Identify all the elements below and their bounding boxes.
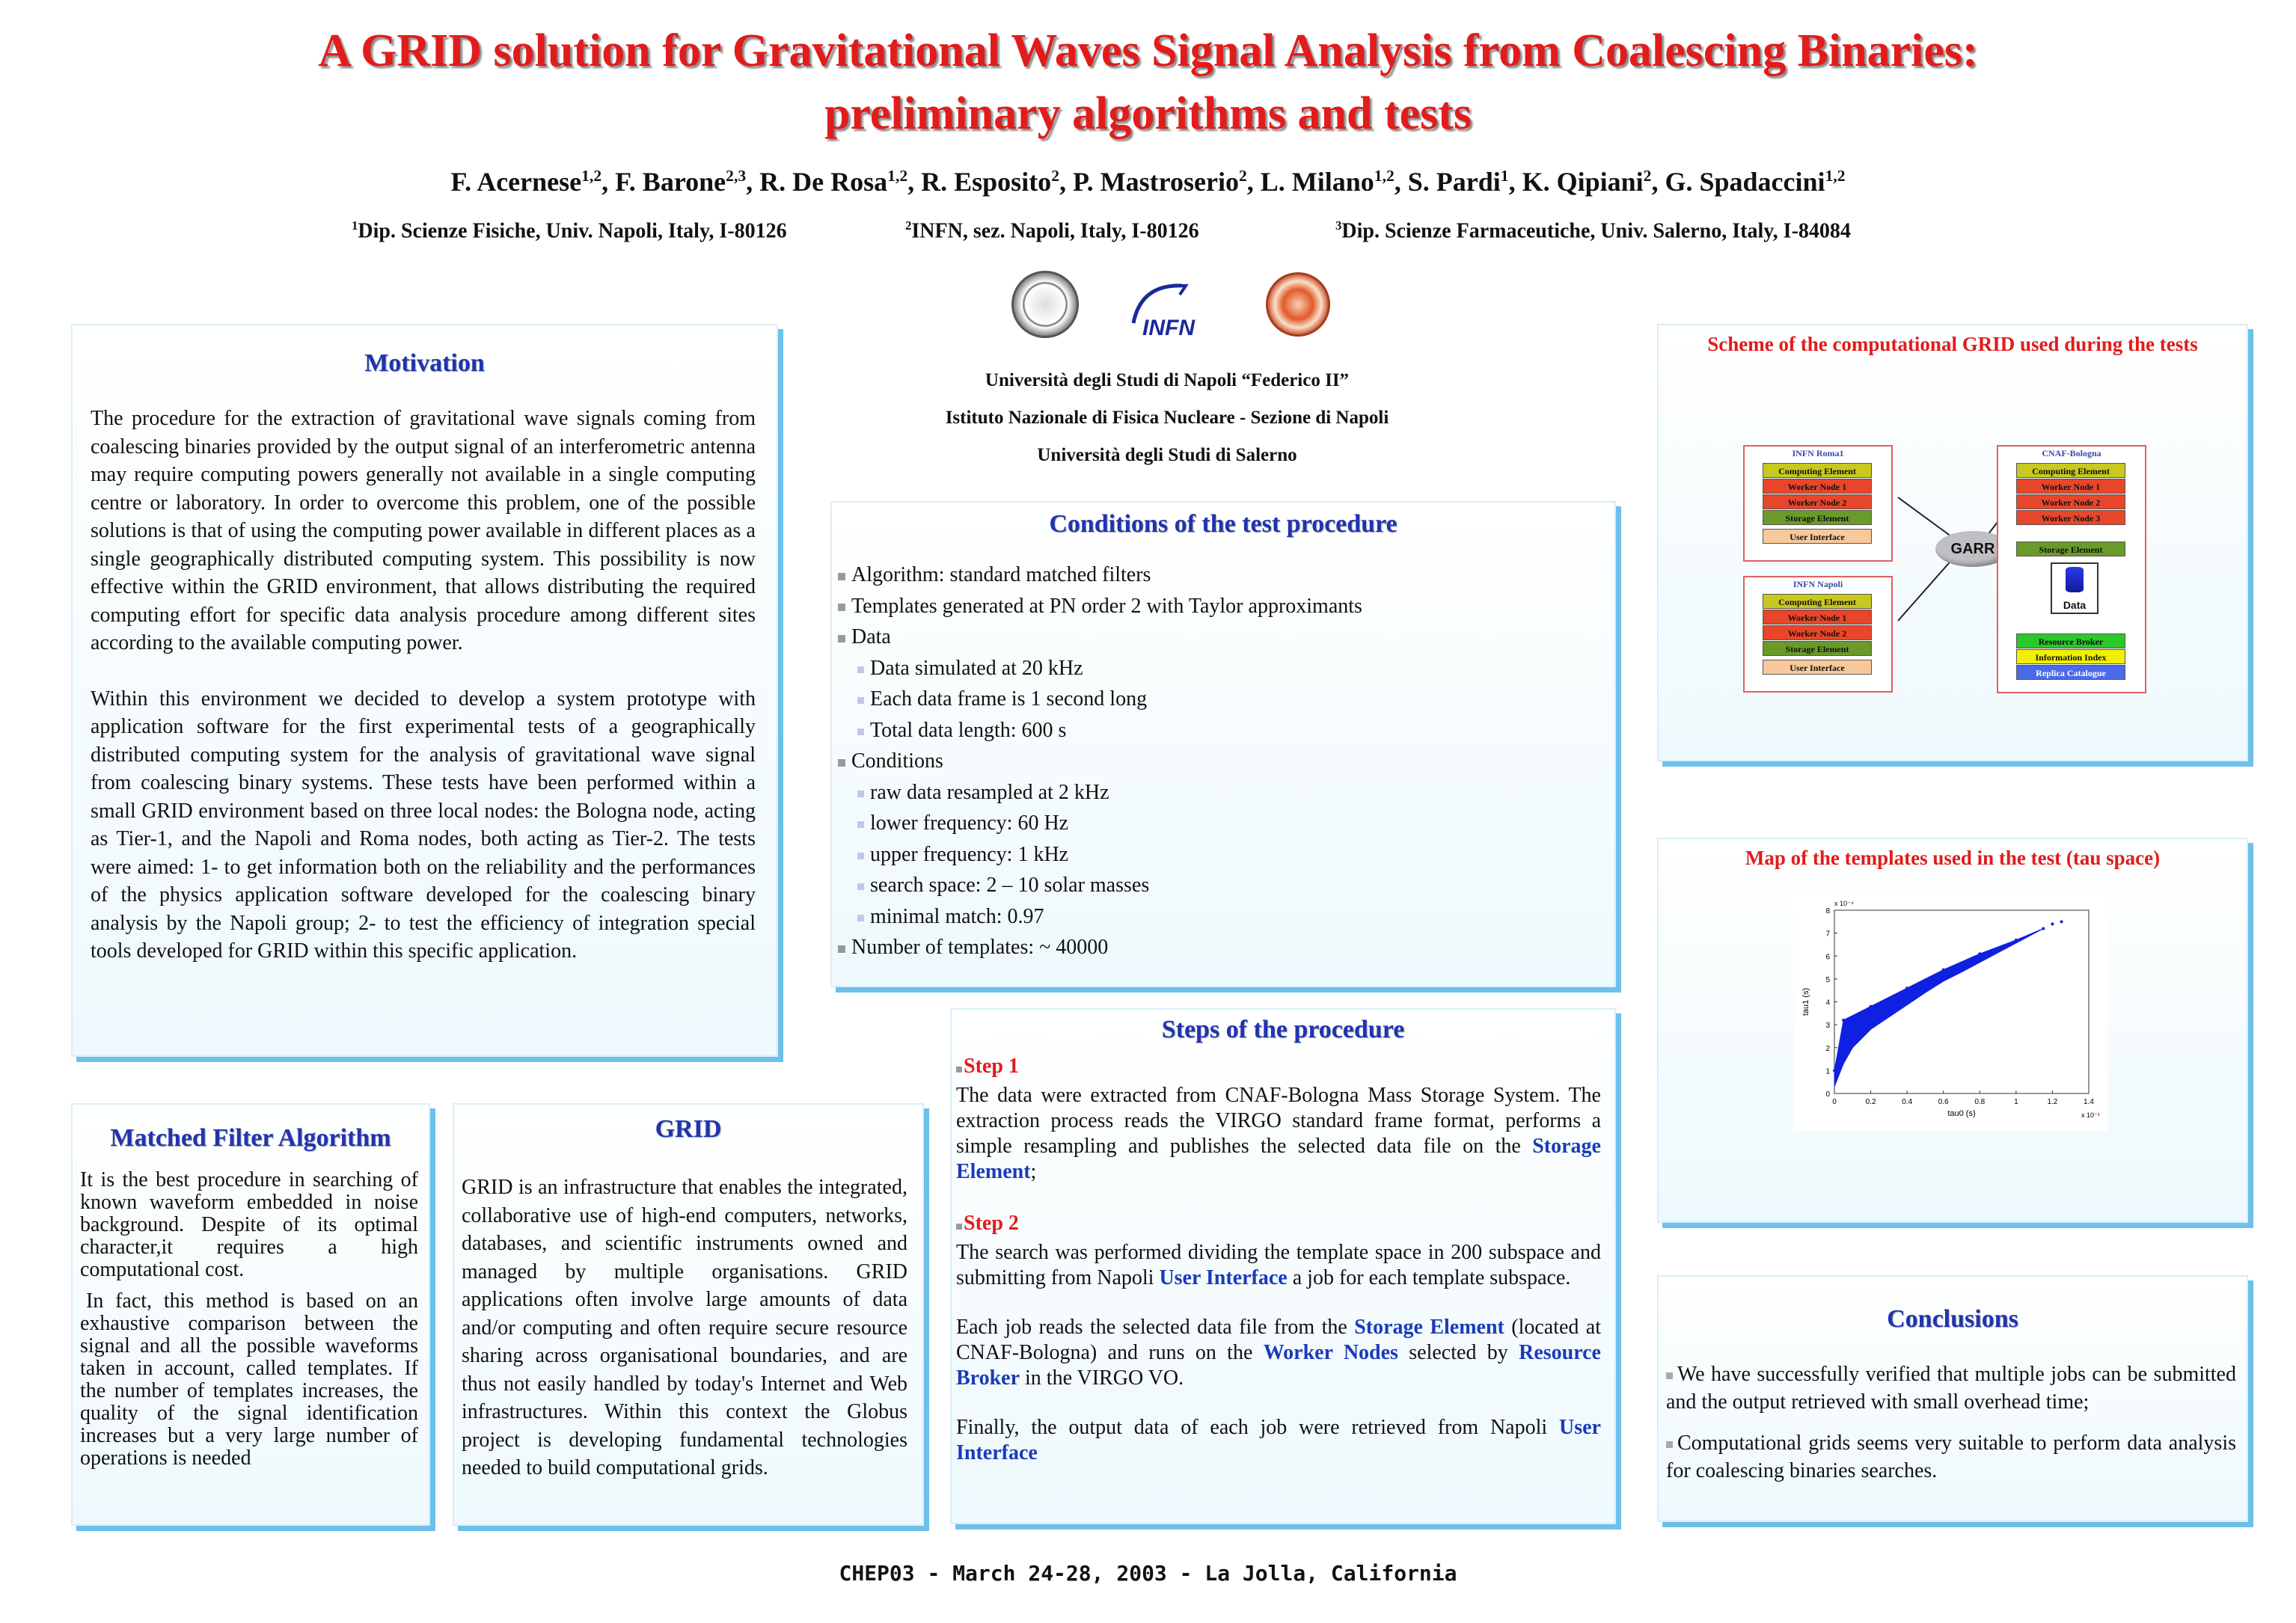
conclusions-title: Conclusions — [1887, 1305, 2018, 1333]
grid-node-cell: Computing Element — [1763, 594, 1872, 609]
bullet-icon — [857, 791, 864, 797]
motivation-paragraph-2: Within this environment we decided to develop a system prototype with application software for the first experimental tests of a geographically distributed computing system for the analysis of gravitational wave signal from coalescing binary systems. These tests have been performed within a small GRID environment based on three local nodes: the Bologna node, acting as Tier-1, and the Napoli and Roma nodes, both acting as Tier-2. The tests were aimed: 1- to get information both on the reliability and the performances of the physics application software developed for the coalescing binary analysis by the Napoli group; 2- to test the efficiency of integration special tools developed for GRID within this specific application. — [91, 687, 756, 963]
grid-node-cell: Worker Node 1 — [2016, 479, 2125, 494]
condition-text: Templates generated at PN order 2 with Taylor approximants — [851, 594, 1362, 618]
institution-salerno: Università degli Studi di Salerno — [1037, 445, 1297, 465]
y-tick-label: 7 — [1825, 930, 1830, 939]
condition-item — [838, 622, 1614, 653]
step-1-storage-element: Storage Element — [956, 1135, 1601, 1183]
institution-infn: Istituto Nazionale di Fisica Nucleare - Sezione di Napoli — [945, 408, 1389, 428]
matched-filter-paragraph-2: In fact, this method is based on an exhaustive comparison between the signal and all the possible waveforms taken in account, called templates. If the number of templates increases, the quality of the signal identification increases but a very large number of operations is needed — [80, 1289, 418, 1470]
garr-label: GARR — [1950, 541, 1995, 557]
bologna-node-box — [1997, 445, 2146, 693]
y-tick-label: 4 — [1825, 998, 1830, 1007]
step-2-user-interface: User Interface — [1159, 1266, 1288, 1289]
template-map-chart — [1793, 892, 2107, 1131]
salerno-university-seal-logo — [1266, 272, 1330, 337]
step-1-bullet-icon — [956, 1067, 962, 1073]
author-affiliation-sup: 2 — [1238, 167, 1247, 185]
step-2-text — [956, 1240, 1601, 1291]
grid-scheme-title: Scheme of the computational GRID used during the tests — [1707, 333, 2198, 355]
condition-text: Each data frame is 1 second long — [870, 687, 1148, 711]
bullet-icon — [857, 697, 864, 704]
condition-item — [838, 839, 1614, 871]
poster-title-line1: A GRID solution for Gravitational Waves Signal Analysis from Coalescing Binaries: — [318, 25, 1978, 76]
step-1-label: Step 1 — [964, 1055, 1019, 1078]
template-point — [2051, 922, 2054, 925]
condition-text: Data simulated at 20 kHz — [870, 656, 1083, 680]
author-name: R. De Rosa — [759, 167, 888, 197]
infn-logo — [1126, 277, 1208, 348]
data-label: Data — [2063, 599, 2087, 611]
grid-panel — [453, 1103, 924, 1526]
condition-item — [838, 932, 1614, 963]
condition-text: minimal match: 0.97 — [870, 904, 1044, 928]
condition-item — [838, 777, 1614, 809]
steps-panel — [950, 1008, 1616, 1524]
steps-p3-worker-nodes: Worker Nodes — [1263, 1341, 1398, 1364]
condition-item — [838, 870, 1614, 901]
x-tick-label: 0.8 — [1974, 1098, 1986, 1106]
y-tick-label: 2 — [1825, 1044, 1830, 1053]
conditions-list — [838, 559, 1614, 963]
affiliation-1 — [352, 218, 787, 243]
author-list: F. Acernese$^{1,2}$, F. Barone$^{2,3}$, R. De Rosa$^{1,2}$, R. Esposito$^2$, P. Mastroserio$^2$, L. Milano$^{1,2}$, S. Pardi$^1$, K. Qipiani$^2$, G. Spadaccini$^{1,2}$ — [450, 167, 1846, 197]
condition-text: lower frequency: 60 Hz — [870, 812, 1069, 835]
template-point — [1842, 1019, 1845, 1022]
condition-item — [838, 559, 1614, 591]
x-tick-label: 1.4 — [2084, 1098, 2094, 1106]
bullet-icon — [838, 635, 845, 642]
author-affiliation-sup: 1,2 — [1825, 167, 1846, 185]
step-2-heading — [956, 1212, 1614, 1236]
conclusion-1-bullet-icon — [1666, 1372, 1673, 1379]
grid-node-cell: Worker Node 1 — [1763, 610, 1872, 625]
bullet-icon — [857, 666, 864, 673]
motivation-paragraph-1: The procedure for the extraction of gravitational wave signals coming from coalescing binaries provided by the output signal of an interferometric antenna may require computing powers generally not available in a single computing centre or laboratory. In order to overcome this problem, one of the possible solutions is that of using the computing power available in different places as a single geographically distributed computing system. This possibility is now effective within the GRID environment, that allows distributing the required computing effort for specific data analysis procedure among different sites according to the available computing power. — [91, 407, 756, 654]
author-affiliation-sup: 2 — [1051, 167, 1059, 185]
conclusion-item-2 — [1666, 1429, 2236, 1485]
template-point — [1833, 1069, 1836, 1072]
steps-title: Steps of the procedure — [1161, 1016, 1405, 1043]
condition-text: Conditions — [851, 749, 943, 773]
x-tick-label: 0 — [1832, 1098, 1837, 1106]
grid-service-cell: Information Index — [2016, 649, 2125, 664]
steps-paragraph-4 — [956, 1415, 1601, 1466]
y-axis-label: tau1 (s) — [1801, 987, 1810, 1016]
author — [1073, 167, 1247, 197]
author-name: K. Qipiani — [1522, 167, 1644, 197]
steps-p3-resource-broker: Resource Broker — [956, 1341, 1601, 1390]
conclusion-item-1 — [1666, 1360, 2236, 1416]
matched-filter-panel — [71, 1103, 430, 1526]
grid-node-cell: Worker Node 2 — [2016, 494, 2125, 509]
bullet-icon — [857, 883, 864, 890]
steps-p3-c: selected by — [1398, 1341, 1519, 1364]
conclusion-2-text: Computational grids seems very suitable to perform data analysis for coalescing binaries searches. — [1666, 1432, 2236, 1482]
x-tick-label: 0.6 — [1938, 1098, 1949, 1106]
y-axis-exponent: x 10⁻⁴ — [1834, 900, 1854, 907]
steps-p3-d: in the VIRGO VO. — [1020, 1366, 1184, 1390]
motivation-title: Motivation — [364, 349, 485, 377]
infn-logo-text: INFN — [1142, 316, 1195, 340]
database-cylinder-icon — [2066, 567, 2084, 592]
condition-item — [838, 746, 1614, 777]
author-affiliation-sup: 1 — [1500, 167, 1509, 185]
roma-node-name: INFN Roma1 — [1792, 448, 1844, 458]
y-tick-label: 0 — [1825, 1090, 1830, 1099]
x-axis-label: tau0 (s) — [1947, 1109, 1976, 1118]
author-affiliation-sup: 1,2 — [887, 167, 908, 185]
condition-item — [838, 715, 1614, 746]
condition-text: search space: 2 – 10 solar masses — [870, 874, 1150, 897]
author — [451, 167, 602, 197]
affiliation-1-sup: 1 — [352, 218, 358, 233]
condition-text: raw data resampled at 2 kHz — [870, 780, 1109, 804]
author-name: G. Spadaccini — [1665, 167, 1825, 197]
step-2-label: Step 2 — [964, 1212, 1019, 1235]
conditions-panel — [830, 501, 1616, 987]
condition-text: upper frequency: 1 kHz — [870, 842, 1069, 866]
bullet-icon — [857, 853, 864, 859]
condition-item — [838, 591, 1614, 622]
template-point — [1978, 952, 1981, 955]
y-tick-label: 8 — [1825, 907, 1830, 915]
steps-p4-a: Finally, the output data of each job were retrieved from Napoli — [956, 1416, 1560, 1439]
bullet-icon — [857, 915, 864, 921]
y-tick-label: 5 — [1825, 975, 1830, 984]
template-point — [2042, 927, 2045, 930]
step-1-text — [956, 1083, 1601, 1185]
condition-text: Number of templates: ~ 40000 — [851, 936, 1109, 959]
bologna-storage-element: Storage Element — [2016, 541, 2125, 556]
infn-logo-graphic — [1126, 277, 1208, 348]
bullet-icon — [857, 728, 864, 735]
template-point — [2060, 920, 2063, 923]
author-affiliation-sup: 1,2 — [1374, 167, 1395, 185]
matched-filter-paragraph-1: It is the best procedure in searching of known waveform embedded in noise background. Despite of its optimal character,it requires a high computational cost. — [80, 1168, 418, 1281]
motivation-panel — [71, 324, 778, 1057]
conclusion-2-bullet-icon — [1666, 1441, 1673, 1448]
affiliation-2-text: INFN, sez. Napoli, Italy, I-80126 — [911, 219, 1199, 243]
grid-node-cell: Storage Element — [1763, 510, 1872, 525]
template-point — [2015, 939, 2018, 942]
condition-item — [838, 901, 1614, 933]
y-tick-label: 3 — [1825, 1022, 1830, 1031]
steps-p3-a: Each job reads the selected data file from the — [956, 1316, 1355, 1339]
author-name: L. Milano — [1260, 167, 1374, 197]
steps-p3-b: (located at CNAF-Bologna) and runs on the — [956, 1316, 1601, 1364]
template-point — [1905, 987, 1908, 990]
grid-service-cell: Replica Catalogue — [2016, 665, 2125, 680]
roma-node-box — [1743, 445, 1893, 562]
step-1-text-a: The data were extracted from CNAF-Bologna Mass Storage System. The extraction process reads the VIRGO standard frame format, performs a simple resampling and publishes the selected data file on the — [956, 1084, 1601, 1158]
x-tick-label: 1 — [2014, 1098, 2018, 1106]
author-name: F. Barone — [615, 167, 726, 197]
author — [1665, 167, 1845, 197]
x-axis-exponent: x 10⁻¹ — [2081, 1111, 2100, 1119]
affiliation-2 — [905, 218, 1199, 243]
poster-title-line2: preliminary algorithms and tests — [824, 88, 1472, 139]
steps-p4-user-interface: User Interface — [956, 1416, 1601, 1464]
data-storage-icon — [2051, 562, 2098, 614]
x-tick-label: 0.4 — [1902, 1098, 1913, 1106]
grid-scheme-panel — [1657, 324, 2248, 761]
author-name: R. Esposito — [921, 167, 1052, 197]
grid-node-cell: User Interface — [1763, 529, 1872, 544]
author — [1261, 167, 1395, 197]
grid-node-cell: Storage Element — [1763, 641, 1872, 656]
affiliation-3-sup: 3 — [1335, 218, 1342, 233]
bullet-icon — [838, 759, 845, 767]
grid-scheme-diagram — [1659, 325, 2250, 763]
grid-paragraph: GRID is an infrastructure that enables the integrated, collaborative use of high-end computers, networks, databases, and scientific instruments owned and managed by multiple organisations. GRID applications often involve large amounts of data and/or computing and often require secure resource sharing across organisational boundaries, and are thus not easily handled by today's Internet and Web infrastructures. Within this context the Globus project is developing fundamental technologies needed to build computational grids. — [462, 1176, 907, 1479]
bullet-icon — [838, 573, 845, 580]
conference-footer: CHEP03 - March 24-28, 2003 - La Jolla, California — [839, 1561, 1457, 1586]
affiliation-3-text: Dip. Scienze Farmaceutiche, Univ. Salerno, Italy, I-84084 — [1341, 219, 1851, 243]
condition-item — [838, 808, 1614, 839]
grid-node-cell: Worker Node 3 — [2016, 510, 2125, 525]
grid-service-cell: Resource Broker — [2016, 633, 2125, 648]
step-2-text-b: a job for each template subspace. — [1287, 1266, 1571, 1289]
bullet-icon — [838, 604, 845, 611]
x-tick-label: 1.2 — [2047, 1098, 2058, 1106]
template-map-panel — [1657, 838, 2248, 1223]
author-affiliation-sup: 1,2 — [581, 167, 602, 185]
x-tick-label: 0.2 — [1865, 1098, 1876, 1106]
bullet-icon — [857, 821, 864, 828]
template-map-title: Map of the templates used in the test (tau space) — [1745, 847, 2161, 869]
author-name: S. Pardi — [1407, 167, 1501, 197]
step-2-text-a: The search was performed dividing the template space in 200 subspace and submitting from Napoli — [956, 1241, 1601, 1289]
y-tick-label: 1 — [1825, 1067, 1830, 1076]
grid-title: GRID — [655, 1115, 722, 1143]
steps-paragraph-3 — [956, 1315, 1601, 1391]
grid-node-cell: Worker Node 2 — [1763, 625, 1872, 640]
plot-frame — [1834, 910, 2089, 1093]
affiliation-2-sup: 2 — [905, 218, 912, 233]
author-affiliation-sup: 2 — [1643, 167, 1652, 185]
conditions-title: Conditions of the test procedure — [1049, 510, 1398, 538]
napoli-university-seal-logo — [1011, 271, 1079, 338]
grid-node-cell: User Interface — [1763, 660, 1872, 675]
template-point — [1870, 1005, 1873, 1008]
poster-title — [0, 19, 2296, 145]
author — [1522, 167, 1652, 197]
condition-text: Algorithm: standard matched filters — [851, 563, 1151, 586]
condition-item — [838, 653, 1614, 684]
y-tick-label: 6 — [1825, 953, 1830, 962]
grid-node-cell: Worker Node 1 — [1763, 479, 1872, 494]
author — [759, 167, 907, 197]
author-affiliation-sup: 2,3 — [726, 167, 747, 185]
step-2-bullet-icon — [956, 1224, 962, 1230]
institution-napoli: Università degli Studi di Napoli “Federico II” — [985, 370, 1350, 390]
condition-text: Data — [851, 625, 891, 648]
grid-node-cell: Computing Element — [1763, 463, 1872, 478]
author-name: P. Mastroserio — [1072, 167, 1239, 197]
bologna-node-name: CNAF-Bologna — [2042, 448, 2101, 458]
steps-p3-storage-element: Storage Element — [1354, 1316, 1504, 1339]
step-1-text-b: ; — [1030, 1160, 1037, 1183]
conclusions-panel — [1657, 1275, 2248, 1522]
author — [615, 167, 746, 197]
conclusion-1-text: We have successfully verified that multiple jobs can be submitted and the output retrieved with small overhead time; — [1666, 1363, 2236, 1414]
author-name: F. Acernese — [450, 167, 582, 197]
grid-node-cell: Worker Node 2 — [1763, 494, 1872, 509]
template-point — [1942, 969, 1945, 972]
condition-item — [838, 684, 1614, 715]
author — [921, 167, 1059, 197]
napoli-node-box — [1743, 576, 1893, 693]
step-1-heading — [956, 1055, 1614, 1079]
matched-filter-title: Matched Filter Algorithm — [110, 1124, 391, 1152]
bullet-icon — [838, 945, 845, 953]
condition-text: Total data length: 600 s — [870, 718, 1067, 742]
affiliation-1-text: Dip. Scienze Fisiche, Univ. Napoli, Italy, I-80126 — [358, 219, 787, 243]
grid-node-cell: Computing Element — [2016, 463, 2125, 478]
author — [1408, 167, 1509, 197]
napoli-node-name: INFN Napoli — [1793, 579, 1843, 589]
affiliation-3 — [1335, 218, 1851, 243]
